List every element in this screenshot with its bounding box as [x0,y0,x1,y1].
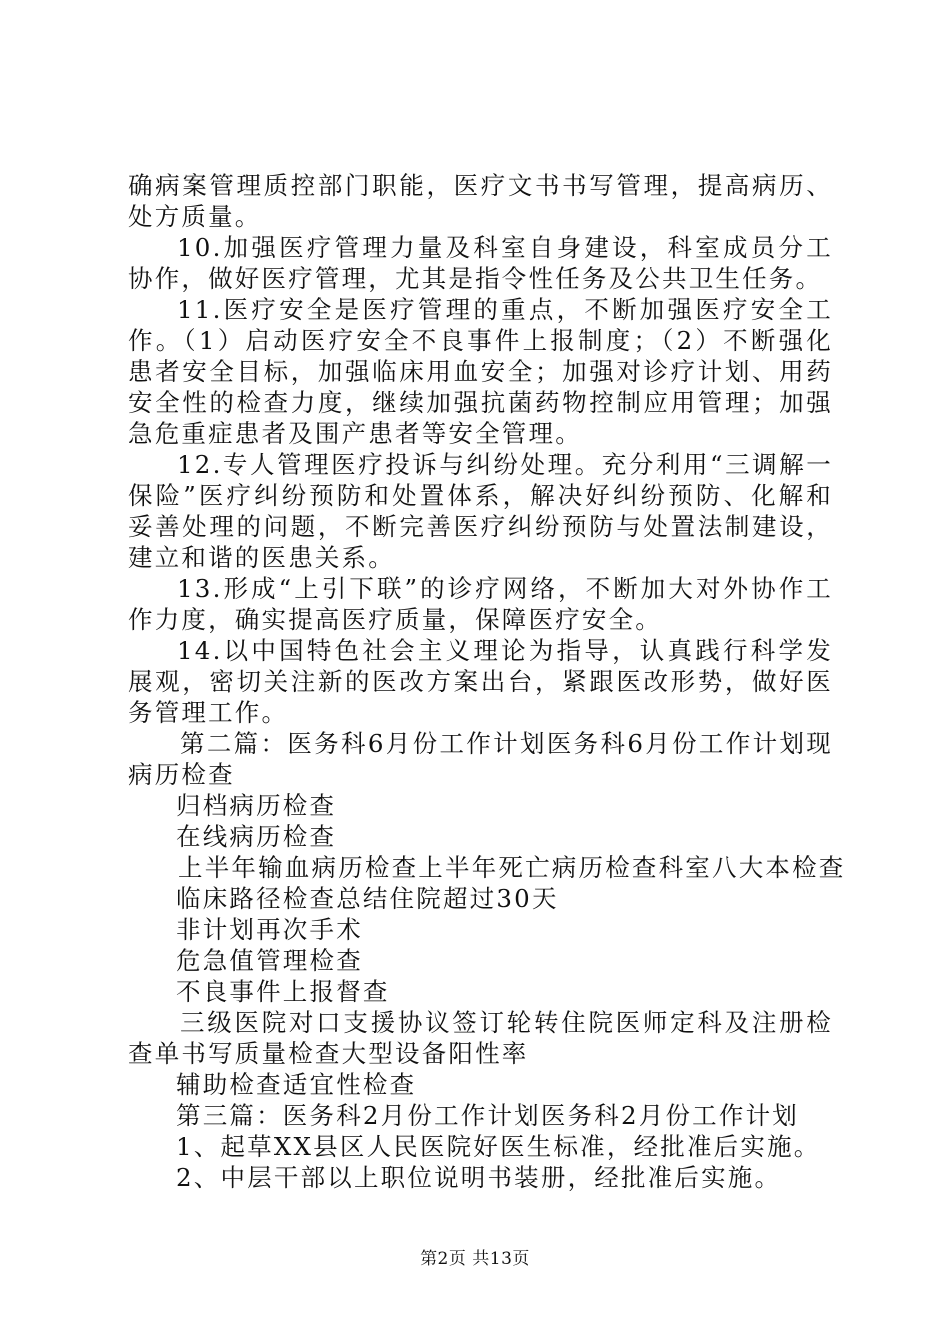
paragraph-continuation: 确病案管理质控部门职能，医疗文书书写管理，提高病历、处方质量。 [128,171,833,231]
list-item: 1、起草XX县区人民医院好医生标准，经批准后实施。 [176,1132,821,1161]
list-item: 非计划再次手术 [176,915,363,944]
list-item: 2、中层干部以上职位说明书装册，经批准后实施。 [176,1163,782,1192]
list-item: 危急值管理检查 [176,946,363,975]
document-body [128,170,846,1193]
section-heading-part-two: 第二篇：医务科6月份工作计划医务科6月份工作计划现病历检查 [128,729,833,789]
section-heading-part-three: 第三篇：医务科2月份工作计划医务科2月份工作计划 [176,1101,799,1130]
paragraph-item-14: 14.以中国特色社会主义理论为指导，认真践行科学发展观，密切关注新的医改方案出台，紧跟医改形势，做好医务管理工作。 [128,636,833,727]
paragraph-item-12: 12.专人管理医疗投诉与纠纷处理。充分利用“三调解一保险”医疗纠纷预防和处置体系，解决好纠纷预防、化解和妥善处理的问题，不断完善医疗纠纷预防与处置法制建设，建立和谐的医患关系。 [128,450,833,572]
paragraph-item-13: 13.形成“上引下联”的诊疗网络，不断加大对外协作工作力度，确实提高医疗质量，保障医疗安全。 [128,574,833,634]
page-number-footer: 第2页 共13页 [420,1249,530,1269]
list-item: 辅助检查适宜性检查 [176,1070,417,1099]
paragraph-support-items: 三级医院对口支援协议签订轮转住院医师定科及注册检查单书写质量检查大型设备阳性率 [128,1008,833,1068]
paragraph-item-10: 10.加强医疗管理力量及科室自身建设，科室成员分工协作，做好医疗管理，尤其是指令性任务及公共卫生任务。 [128,233,833,293]
paragraph-item-11: 11.医疗安全是医疗管理的重点，不断加强医疗安全工作。（1）启动医疗安全不良事件上报制度；（2）不断强化患者安全目标，加强临床用血安全；加强对诊疗计划、用药安全性的检查力度，继续加强抗菌药物控制应用管理；加强急危重症患者及围产患者等安全管理。 [128,295,833,448]
list-item: 在线病历检查 [176,822,337,851]
list-item: 上半年输血病历检查上半年死亡病历检查科室八大本检查 [178,853,846,882]
list-item: 不良事件上报督查 [176,977,390,1006]
list-item: 临床路径检查总结住院超过30天 [176,884,559,913]
list-item: 归档病历检查 [176,791,337,820]
